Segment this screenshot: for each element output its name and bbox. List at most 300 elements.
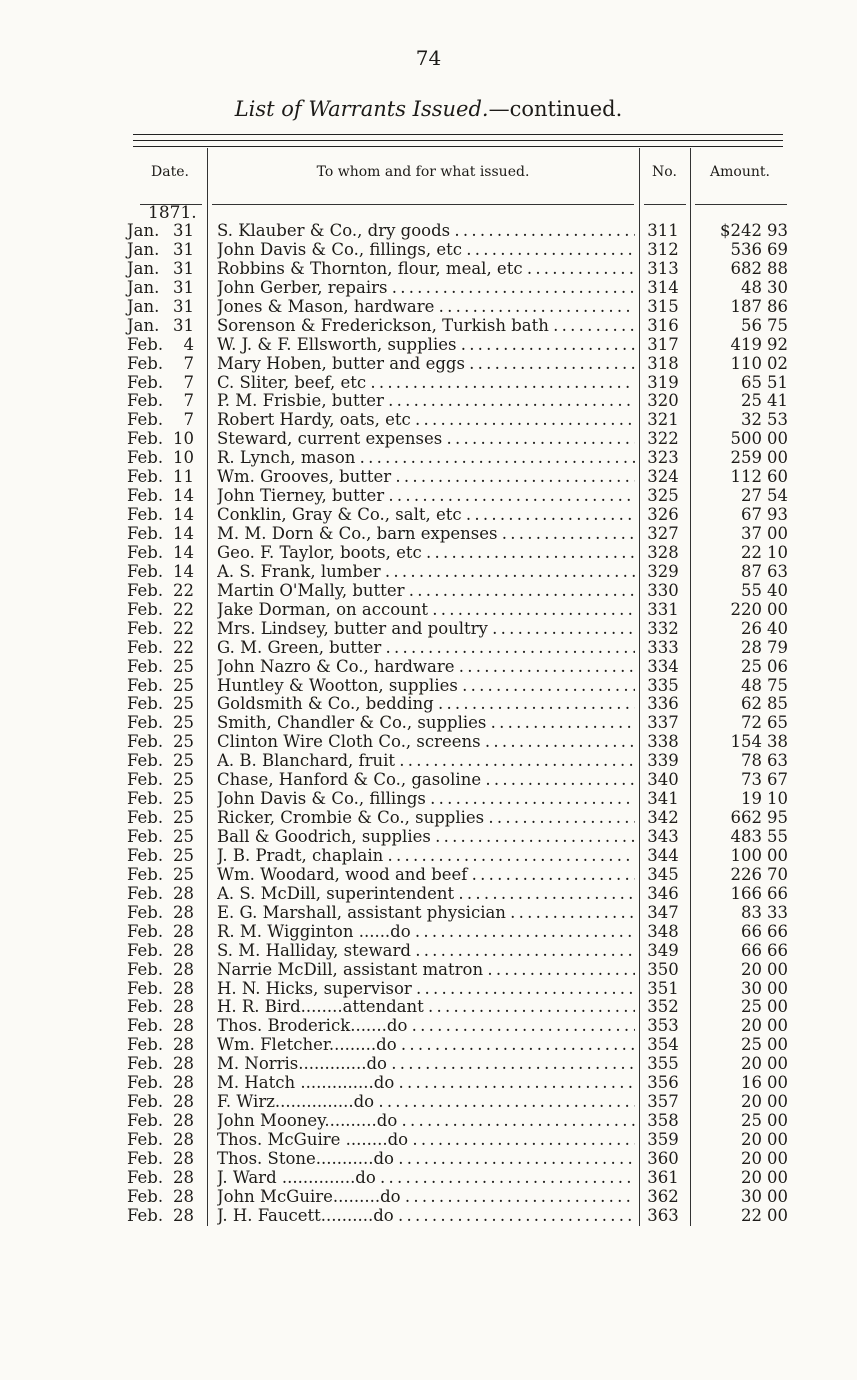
row-amount-dollars: 662 (730, 808, 762, 828)
row-payee: M. Norris.............do . . . (217, 1055, 635, 1074)
row-month: Feb. (127, 542, 164, 562)
row-month: Feb. (127, 561, 164, 581)
warrant-row (0, 1093, 857, 1112)
row-amount-cents: 79 (767, 637, 788, 657)
row-month: Feb. (127, 599, 164, 619)
row-day: 28 (173, 1167, 194, 1187)
row-day: 10 (173, 429, 194, 449)
row-payee: F. Wirz...............do . . . (217, 1093, 635, 1112)
row-payee: M. M. Dorn & Co., barn expenses . . . (217, 525, 635, 544)
page-title-rest: —continued. (488, 97, 623, 121)
header-rule-payee (212, 204, 634, 205)
row-amount-dollars: 26 (741, 618, 762, 638)
row-amount-cents: 93 (767, 221, 788, 240)
warrant-row (0, 241, 857, 260)
row-month: Feb. (127, 580, 164, 600)
row-warrant-number: 344 (647, 845, 679, 865)
row-month: Feb. (127, 770, 164, 790)
row-payee: Geo. F. Taylor, boots, etc . . . (217, 544, 635, 563)
row-amount-cents: 00 (767, 1130, 788, 1149)
row-payee: A. B. Blanchard, fruit . . . (217, 752, 635, 771)
row-payee: Huntley & Wootton, supplies . . . (217, 677, 635, 696)
row-amount-cents: 00 (767, 1167, 788, 1187)
row-amount-cents: 70 (767, 864, 788, 884)
warrant-row (0, 449, 857, 468)
row-warrant-number: 342 (647, 808, 679, 828)
row-payee: A. S. McDill, superintendent . . . (217, 885, 635, 904)
row-day: 7 (183, 410, 194, 430)
warrant-row (0, 279, 857, 298)
row-amount-cents: 54 (767, 486, 788, 506)
row-payee: Thos. Broderick.......do . . . (217, 1017, 635, 1036)
row-month: Feb. (127, 486, 164, 506)
row-month: Feb. (127, 1186, 164, 1206)
warrant-row (0, 639, 857, 658)
warrant-row (0, 866, 857, 885)
row-month: Feb. (127, 902, 164, 922)
row-amount-cents: 41 (767, 391, 788, 411)
row-payee: S. M. Halliday, steward . . . (217, 942, 635, 961)
row-amount-dollars: 22 (741, 542, 762, 562)
row-amount-dollars: 25 (741, 1035, 762, 1055)
row-warrant-number: 325 (647, 486, 679, 506)
page-title (0, 97, 857, 121)
warrant-row (0, 506, 857, 525)
row-day: 25 (173, 789, 194, 809)
row-month: Feb. (127, 505, 164, 525)
row-day: 22 (173, 618, 194, 638)
row-payee: W. J. & F. Ellsworth, supplies . . . (217, 336, 635, 355)
row-amount-dollars: 166 (730, 883, 762, 903)
row-amount-cents: 10 (767, 789, 788, 809)
row-month: Feb. (127, 1167, 164, 1187)
row-month: Feb. (127, 732, 164, 752)
row-day: 14 (173, 486, 194, 506)
row-day: 25 (173, 751, 194, 771)
row-warrant-number: 353 (647, 1016, 679, 1036)
row-day: 14 (173, 542, 194, 562)
row-warrant-number: 338 (647, 732, 679, 752)
warrant-row (0, 714, 857, 733)
warrant-row (0, 1055, 857, 1074)
warrant-row (0, 430, 857, 449)
row-payee: E. G. Marshall, assistant physician . . . (217, 904, 635, 923)
top-rule-third (133, 146, 783, 147)
row-warrant-number: 355 (647, 1054, 679, 1074)
row-warrant-number: 350 (647, 959, 679, 979)
row-warrant-number: 361 (647, 1167, 679, 1187)
row-warrant-number: 313 (647, 258, 679, 278)
row-amount-dollars: 67 (741, 505, 762, 525)
warrant-row (0, 1150, 857, 1169)
row-payee: S. Klauber & Co., dry goods . . . (217, 222, 635, 241)
row-payee: Martin O'Mally, butter . . . (217, 582, 635, 601)
row-warrant-number: 356 (647, 1073, 679, 1093)
warrant-row (0, 1017, 857, 1036)
row-amount-cents: 00 (767, 1073, 788, 1093)
row-amount-dollars: $242 (720, 221, 762, 240)
row-amount-dollars: 83 (741, 902, 762, 922)
row-amount-dollars: 87 (741, 561, 762, 581)
row-month: Feb. (127, 429, 164, 449)
row-month: Feb. (127, 353, 164, 373)
top-rule (133, 134, 783, 135)
row-warrant-number: 322 (647, 429, 679, 449)
warrant-row (0, 411, 857, 430)
row-month: Feb. (127, 1054, 164, 1074)
row-amount-dollars: 25 (741, 1111, 762, 1131)
row-payee: Wm. Woodard, wood and beef . . . (217, 866, 635, 885)
row-payee: Robert Hardy, oats, etc . . . (217, 411, 635, 430)
row-payee: R. Lynch, mason . . . (217, 449, 635, 468)
row-amount-dollars: 32 (741, 410, 762, 430)
row-day: 22 (173, 599, 194, 619)
row-amount-dollars: 30 (741, 1186, 762, 1206)
row-day: 31 (173, 239, 194, 259)
row-warrant-number: 337 (647, 713, 679, 733)
warrant-row (0, 1188, 857, 1207)
row-warrant-number: 324 (647, 467, 679, 487)
row-warrant-number: 330 (647, 580, 679, 600)
row-month: Feb. (127, 789, 164, 809)
row-day: 7 (183, 391, 194, 411)
row-month: Feb. (127, 1130, 164, 1149)
row-warrant-number: 314 (647, 277, 679, 297)
row-warrant-number: 331 (647, 599, 679, 619)
row-day: 28 (173, 1186, 194, 1206)
row-month: Feb. (127, 618, 164, 638)
row-amount-cents: 75 (767, 315, 788, 335)
warrant-row (0, 468, 857, 487)
row-warrant-number: 336 (647, 694, 679, 714)
row-payee: H. R. Bird........attendant . . . (217, 998, 635, 1017)
warrant-row (0, 752, 857, 771)
row-amount-dollars: 20 (741, 1167, 762, 1187)
row-payee: R. M. Wigginton ......do . . . (217, 923, 635, 942)
row-month: Feb. (127, 845, 164, 865)
row-amount-dollars: 500 (730, 429, 762, 449)
row-warrant-number: 348 (647, 921, 679, 941)
row-payee: M. Hatch ..............do . . . (217, 1074, 635, 1093)
row-amount-cents: 00 (767, 1148, 788, 1168)
page-number: 74 (415, 46, 442, 70)
row-month: Feb. (127, 656, 164, 676)
row-amount-cents: 38 (767, 732, 788, 752)
row-payee: John Davis & Co., fillings . . . (217, 790, 635, 809)
row-amount-dollars: 22 (741, 1205, 762, 1225)
row-warrant-number: 346 (647, 883, 679, 903)
warrant-row (0, 298, 857, 317)
row-amount-dollars: 56 (741, 315, 762, 335)
row-warrant-number: 351 (647, 978, 679, 998)
row-payee: H. N. Hicks, supervisor . . . (217, 980, 635, 999)
row-payee: Narrie McDill, assistant matron . . . (217, 961, 635, 980)
row-amount-cents: 40 (767, 580, 788, 600)
warrant-row (0, 1112, 857, 1131)
row-amount-dollars: 30 (741, 978, 762, 998)
row-day: 25 (173, 808, 194, 828)
row-amount-dollars: 25 (741, 656, 762, 676)
row-month: Jan. (127, 239, 160, 259)
row-payee: John McGuire.........do . . . (217, 1188, 635, 1207)
row-day: 28 (173, 1092, 194, 1112)
row-warrant-number: 359 (647, 1130, 679, 1149)
row-amount-cents: 40 (767, 618, 788, 638)
row-amount-cents: 85 (767, 694, 788, 714)
header-date: Date. (151, 164, 189, 180)
row-day: 28 (173, 1111, 194, 1131)
row-day: 31 (173, 221, 194, 240)
row-amount-dollars: 72 (741, 713, 762, 733)
row-payee: A. S. Frank, lumber . . . (217, 563, 635, 582)
row-month: Feb. (127, 334, 164, 354)
warrant-row (0, 563, 857, 582)
row-day: 31 (173, 315, 194, 335)
row-amount-dollars: 20 (741, 1148, 762, 1168)
row-amount-cents: 00 (767, 524, 788, 543)
row-day: 28 (173, 940, 194, 960)
row-payee: P. M. Frisbie, butter . . . (217, 392, 635, 411)
row-amount-dollars: 110 (730, 353, 762, 373)
warrant-row (0, 942, 857, 961)
row-amount-cents: 66 (767, 921, 788, 941)
row-amount-cents: 65 (767, 713, 788, 733)
row-warrant-number: 319 (647, 372, 679, 392)
row-amount-cents: 66 (767, 883, 788, 903)
row-day: 25 (173, 656, 194, 676)
warrant-row (0, 733, 857, 752)
row-day: 28 (173, 1148, 194, 1168)
row-payee: Ball & Goodrich, supplies . . . (217, 828, 635, 847)
header-payee: To whom and for what issued. (316, 164, 530, 180)
row-amount-dollars: 20 (741, 1130, 762, 1149)
row-warrant-number: 318 (647, 353, 679, 373)
row-payee: Smith, Chandler & Co., supplies . . . (217, 714, 635, 733)
row-amount-cents: 93 (767, 505, 788, 525)
row-payee: John Mooney..........do . . . (217, 1112, 635, 1131)
row-payee: J. B. Pradt, chaplain . . . (217, 847, 635, 866)
row-amount-dollars: 62 (741, 694, 762, 714)
row-month: Feb. (127, 1035, 164, 1055)
row-day: 28 (173, 1205, 194, 1225)
row-warrant-number: 323 (647, 448, 679, 468)
row-month: Feb. (127, 827, 164, 846)
row-warrant-number: 335 (647, 675, 679, 695)
warrant-row (0, 847, 857, 866)
row-amount-cents: 55 (767, 827, 788, 846)
row-warrant-number: 347 (647, 902, 679, 922)
row-day: 28 (173, 902, 194, 922)
row-amount-dollars: 483 (730, 827, 762, 846)
row-warrant-number: 329 (647, 561, 679, 581)
row-month: Feb. (127, 1016, 164, 1036)
row-day: 28 (173, 1054, 194, 1074)
row-amount-cents: 00 (767, 1016, 788, 1036)
warrant-list (0, 222, 857, 1226)
row-amount-cents: 00 (767, 1205, 788, 1225)
row-payee: John Gerber, repairs . . . (217, 279, 635, 298)
row-payee: Jake Dorman, on account . . . (217, 601, 635, 620)
row-amount-dollars: 55 (741, 580, 762, 600)
row-warrant-number: 328 (647, 542, 679, 562)
row-amount-dollars: 66 (741, 940, 762, 960)
row-month: Feb. (127, 959, 164, 979)
row-month: Feb. (127, 372, 164, 392)
row-day: 22 (173, 637, 194, 657)
row-warrant-number: 341 (647, 789, 679, 809)
row-amount-dollars: 27 (741, 486, 762, 506)
row-amount-dollars: 25 (741, 997, 762, 1017)
row-amount-dollars: 226 (730, 864, 762, 884)
row-amount-cents: 51 (767, 372, 788, 392)
header-rule-amount (695, 204, 787, 205)
row-month: Jan. (127, 221, 160, 240)
warrant-row (0, 525, 857, 544)
row-amount-dollars: 100 (730, 845, 762, 865)
row-day: 25 (173, 694, 194, 714)
warrant-row (0, 961, 857, 980)
row-amount-cents: 63 (767, 561, 788, 581)
warrant-row (0, 695, 857, 714)
row-day: 31 (173, 258, 194, 278)
warrant-row (0, 677, 857, 696)
row-month: Feb. (127, 410, 164, 430)
warrant-row (0, 392, 857, 411)
row-payee: Clinton Wire Cloth Co., screens . . . (217, 733, 635, 752)
row-warrant-number: 317 (647, 334, 679, 354)
row-month: Feb. (127, 997, 164, 1017)
row-amount-dollars: 19 (741, 789, 762, 809)
row-payee: Goldsmith & Co., bedding . . . (217, 695, 635, 714)
row-warrant-number: 321 (647, 410, 679, 430)
row-amount-cents: 00 (767, 997, 788, 1017)
row-month: Feb. (127, 1205, 164, 1225)
row-month: Feb. (127, 675, 164, 695)
row-month: Feb. (127, 524, 164, 543)
row-amount-dollars: 20 (741, 959, 762, 979)
row-day: 22 (173, 580, 194, 600)
row-day: 28 (173, 959, 194, 979)
warrant-row (0, 790, 857, 809)
row-payee: C. Sliter, beef, etc . . . (217, 374, 635, 393)
row-month: Feb. (127, 448, 164, 468)
row-month: Jan. (127, 315, 160, 335)
row-amount-cents: 00 (767, 845, 788, 865)
row-payee: J. H. Faucett..........do . . . (217, 1207, 635, 1226)
row-payee: Ricker, Crombie & Co., supplies . . . (217, 809, 635, 828)
row-amount-dollars: 65 (741, 372, 762, 392)
row-warrant-number: 340 (647, 770, 679, 790)
row-amount-dollars: 78 (741, 751, 762, 771)
row-amount-dollars: 112 (730, 467, 762, 487)
row-amount-dollars: 20 (741, 1092, 762, 1112)
row-warrant-number: 349 (647, 940, 679, 960)
row-warrant-number: 326 (647, 505, 679, 525)
row-amount-dollars: 73 (741, 770, 762, 790)
row-month: Feb. (127, 467, 164, 487)
warrant-row (0, 885, 857, 904)
row-payee: Wm. Grooves, butter . . . (217, 468, 635, 487)
row-day: 25 (173, 845, 194, 865)
row-payee: Steward, current expenses . . . (217, 430, 635, 449)
row-day: 25 (173, 675, 194, 695)
row-month: Jan. (127, 277, 160, 297)
row-warrant-number: 312 (647, 239, 679, 259)
row-warrant-number: 339 (647, 751, 679, 771)
row-amount-dollars: 48 (741, 675, 762, 695)
row-month: Feb. (127, 391, 164, 411)
row-day: 28 (173, 883, 194, 903)
row-amount-dollars: 66 (741, 921, 762, 941)
row-day: 14 (173, 524, 194, 543)
warrant-row (0, 809, 857, 828)
row-amount-cents: 00 (767, 1186, 788, 1206)
row-month: Jan. (127, 296, 160, 316)
warrant-row (0, 771, 857, 790)
warrant-row (0, 355, 857, 374)
row-day: 4 (183, 334, 194, 354)
row-month: Feb. (127, 1073, 164, 1093)
row-warrant-number: 360 (647, 1148, 679, 1168)
row-amount-cents: 00 (767, 429, 788, 449)
row-amount-cents: 00 (767, 978, 788, 998)
warrant-row (0, 620, 857, 639)
row-amount-cents: 53 (767, 410, 788, 430)
row-month: Jan. (127, 258, 160, 278)
warrant-row (0, 1207, 857, 1226)
row-payee: Wm. Fletcher.........do . . . (217, 1036, 635, 1055)
warrant-row (0, 998, 857, 1017)
row-warrant-number: 358 (647, 1111, 679, 1131)
row-day: 25 (173, 770, 194, 790)
row-month: Feb. (127, 1111, 164, 1131)
warrant-row (0, 980, 857, 999)
row-amount-cents: 75 (767, 675, 788, 695)
row-day: 25 (173, 713, 194, 733)
warrant-row (0, 260, 857, 279)
row-day: 28 (173, 1016, 194, 1036)
row-day: 28 (173, 1035, 194, 1055)
row-warrant-number: 345 (647, 864, 679, 884)
row-day: 14 (173, 505, 194, 525)
row-month: Feb. (127, 978, 164, 998)
row-warrant-number: 362 (647, 1186, 679, 1206)
row-amount-cents: 92 (767, 334, 788, 354)
row-amount-dollars: 682 (730, 258, 762, 278)
row-payee: Sorenson & Frederickson, Turkish bath . . . (217, 317, 635, 336)
row-amount-cents: 00 (767, 448, 788, 468)
row-amount-cents: 00 (767, 1092, 788, 1112)
row-day: 25 (173, 827, 194, 846)
row-warrant-number: 334 (647, 656, 679, 676)
row-payee: Conklin, Gray & Co., salt, etc . . . (217, 506, 635, 525)
warrant-row (0, 658, 857, 677)
warrant-row (0, 487, 857, 506)
row-warrant-number: 363 (647, 1205, 679, 1225)
row-amount-cents: 00 (767, 1111, 788, 1131)
row-payee: Jones & Mason, hardware . . . (217, 298, 635, 317)
row-amount-cents: 67 (767, 770, 788, 790)
row-day: 7 (183, 353, 194, 373)
row-amount-cents: 33 (767, 902, 788, 922)
row-payee: Thos. Stone...........do . . . (217, 1150, 635, 1169)
row-amount-cents: 00 (767, 959, 788, 979)
header-rule-no (644, 204, 686, 205)
row-warrant-number: 327 (647, 524, 679, 543)
warrant-row (0, 601, 857, 620)
warrant-row (0, 1074, 857, 1093)
row-month: Feb. (127, 864, 164, 884)
